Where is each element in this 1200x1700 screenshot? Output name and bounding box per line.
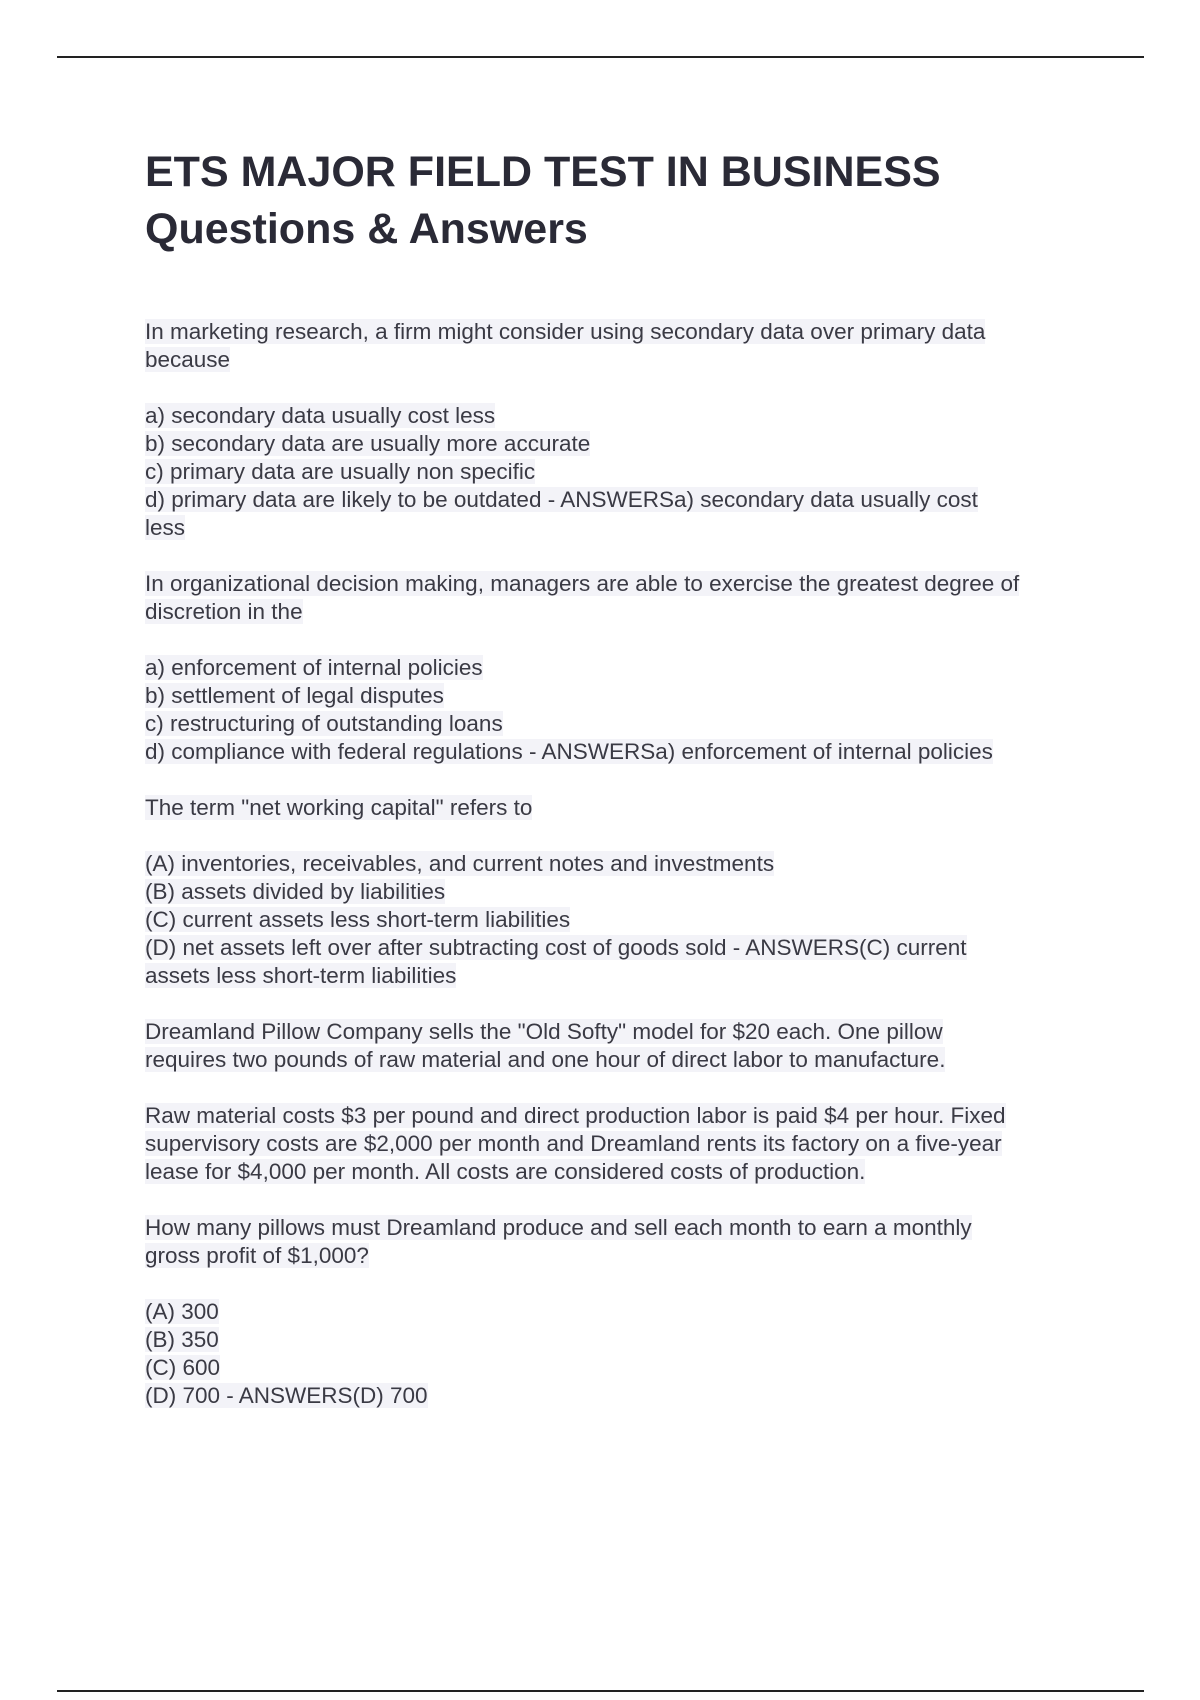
q4-p2-line-2: supervisory costs are $2,000 per month and Dreamland rents its factory on a five-year <box>145 1131 1002 1156</box>
q1-option-d-answer-cont: less <box>145 515 186 540</box>
q2-option-a: a) enforcement of internal policies <box>145 655 483 680</box>
q2-stem-line-1: In organizational decision making, managers are able to exercise the greatest degree of <box>145 571 1020 596</box>
footer-rule <box>57 1690 1144 1692</box>
question-4-paragraph-1 <box>145 1018 1095 1074</box>
question-2-stem <box>145 570 1095 626</box>
q4-option-d-answer: (D) 700 - ANSWERS(D) 700 <box>145 1383 428 1408</box>
document-title <box>145 144 1095 258</box>
document-body <box>145 144 1095 1438</box>
q3-option-c: (C) current assets less short-term liabilities <box>145 907 571 932</box>
header-rule <box>57 56 1144 58</box>
question-1-stem <box>145 318 1095 374</box>
q2-option-b: b) settlement of legal disputes <box>145 683 444 708</box>
q2-option-d-answer: d) compliance with federal regulations - ANSWERSa) enforcement of internal policies <box>145 739 993 764</box>
q1-option-a: a) secondary data usually cost less <box>145 403 496 428</box>
q2-stem-line-2: discretion in the <box>145 599 303 624</box>
q3-option-b: (B) assets divided by liabilities <box>145 879 446 904</box>
q1-stem-line-1: In marketing research, a firm might consider using secondary data over primary data <box>145 319 986 344</box>
q4-p2-line-3: lease for $4,000 per month. All costs are considered costs of production. <box>145 1159 866 1184</box>
title-line-2: Questions & Answers <box>145 205 588 253</box>
question-1-options <box>145 402 1095 542</box>
q4-p1-line-1: Dreamland Pillow Company sells the "Old Softy" model for $20 each. One pillow <box>145 1019 943 1044</box>
question-4-paragraph-2 <box>145 1102 1095 1186</box>
question-3-stem <box>145 794 1095 822</box>
q4-p3-line-1: How many pillows must Dreamland produce and sell each month to earn a monthly <box>145 1215 972 1240</box>
q4-p2-line-1: Raw material costs $3 per pound and direct production labor is paid $4 per hour. Fixed <box>145 1103 1006 1128</box>
q3-option-a: (A) inventories, receivables, and current notes and investments <box>145 851 775 876</box>
q1-option-b: b) secondary data are usually more accurate <box>145 431 591 456</box>
q1-option-c: c) primary data are usually non specific <box>145 459 536 484</box>
q1-option-d-answer: d) primary data are likely to be outdated - ANSWERSa) secondary data usually cost <box>145 487 978 512</box>
question-3-options <box>145 850 1095 990</box>
q3-option-d-answer: (D) net assets left over after subtracting cost of goods sold - ANSWERS(C) current <box>145 935 967 960</box>
q4-option-b: (B) 350 <box>145 1327 219 1352</box>
question-4-options <box>145 1298 1095 1410</box>
q4-option-c: (C) 600 <box>145 1355 221 1380</box>
q3-option-d-answer-cont: assets less short-term liabilities <box>145 963 457 988</box>
title-line-1: ETS MAJOR FIELD TEST IN BUSINESS <box>145 148 941 196</box>
q4-option-a: (A) 300 <box>145 1299 219 1324</box>
q1-stem-line-2: because <box>145 347 231 372</box>
question-2-options <box>145 654 1095 766</box>
question-4-paragraph-3 <box>145 1214 1095 1270</box>
q3-stem: The term "net working capital" refers to <box>145 795 533 820</box>
q2-option-c: c) restructuring of outstanding loans <box>145 711 503 736</box>
q4-p1-line-2: requires two pounds of raw material and one hour of direct labor to manufacture. <box>145 1047 946 1072</box>
q4-p3-line-2: gross profit of $1,000? <box>145 1243 369 1268</box>
